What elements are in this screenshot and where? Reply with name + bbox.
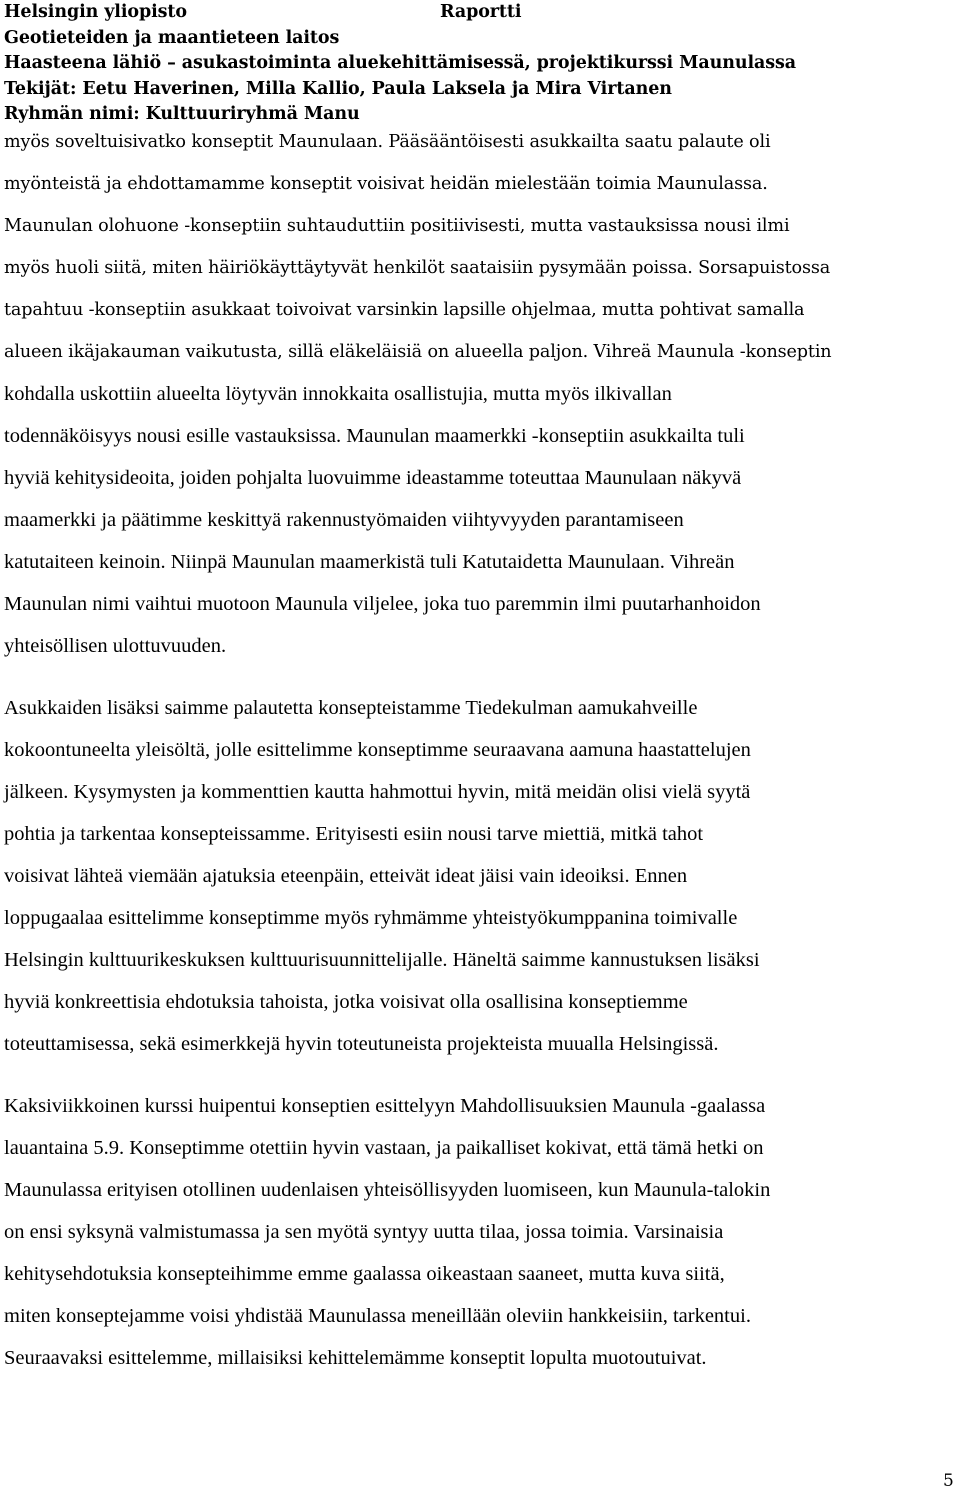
course-title: Haasteena lähiö – asukastoiminta aluekehittämisessä, projektikurssi Maunulassa xyxy=(4,53,797,73)
page-header xyxy=(4,0,934,128)
text-line: tapahtuu -konseptiin asukkaat toivoivat varsinkin lapsille ohjelmaa, mutta pohtivat samalla xyxy=(4,300,805,320)
text-line: kehitysehdotuksia konsepteihimme emme gaalassa oikeastaan saaneet, mutta kuva siitä, xyxy=(4,1263,725,1285)
text-line: Asukkaiden lisäksi saimme palautetta konsepteistamme Tiedekulman aamukahveille xyxy=(4,697,698,719)
text-line: yhteisöllisen ulottuvuuden. xyxy=(4,635,227,657)
page-number: 5 xyxy=(943,1471,954,1491)
text-line: pohtia ja tarkentaa konsepteissamme. Erityisesti esiin nousi tarve miettiä, mitkä tahot xyxy=(4,823,704,845)
text-line: kokoontuneelta yleisöltä, jolle esittelimme konseptimme seuraavana aamuna haastattelujen xyxy=(4,739,751,761)
text-line: myös soveltuisivatko konseptit Maunulaan. Pääsääntöisesti asukkailta saatu palaute oli xyxy=(4,132,771,152)
header-line-1 xyxy=(4,0,934,26)
paragraph-3 xyxy=(4,1085,954,1379)
paragraph-1 xyxy=(4,121,954,667)
text-line: hyviä konkreettisia ehdotuksia tahoista, jotka voisivat olla osallisina konseptiemme xyxy=(4,991,688,1013)
paragraph-2 xyxy=(4,687,954,1065)
text-line: Kaksiviikkoinen kurssi huipentui konseptien esittelyyn Mahdollisuuksien Maunula -gaalassa xyxy=(4,1095,766,1117)
text-line: alueen ikäjakauman vaikutusta, sillä eläkeläisiä on alueella paljon. Vihreä Maunula -konseptin xyxy=(4,342,832,362)
text-line: katutaiteen keinoin. Niinpä Maunulan maamerkistä tuli Katutaidetta Maunulaan. Vihreän xyxy=(4,551,735,573)
text-line: on ensi syksynä valmistumassa ja sen myötä syntyy uutta tilaa, jossa toimia. Varsinaisia xyxy=(4,1221,724,1243)
text-line: jälkeen. Kysymysten ja kommenttien kautta hahmottui hyvin, mitä meidän olisi vielä syytä xyxy=(4,781,751,803)
text-line: Maunulan nimi vaihtui muotoon Maunula viljelee, joka tuo paremmin ilmi puutarhanhoidon xyxy=(4,593,761,615)
department-name: Geotieteiden ja maantieteen laitos xyxy=(4,27,340,48)
text-line: myös huoli siitä, miten häiriökäyttäytyvät henkilöt saataisiin pysymään poissa. Sorsapuistossa xyxy=(4,258,831,278)
paragraph-gap xyxy=(4,1065,954,1085)
text-line: todennäköisyys nousi esille vastauksissa. Maunulan maamerkki -konseptiin asukkailta tuli xyxy=(4,425,745,447)
text-line: voisivat lähteä viemään ajatuksia eteenpäin, etteivät ideat jäisi vain ideoiksi. Ennen xyxy=(4,865,688,887)
text-line: loppugaalaa esittelimme konseptimme myös ryhmämme yhteistyökumppanina toimivalle xyxy=(4,907,738,929)
text-line: maamerkki ja päätimme keskittyä rakennustyömaiden viihtyvyyden parantamiseen xyxy=(4,509,684,531)
text-line: hyviä kehitysideoita, joiden pohjalta luovuimme ideastamme toteuttaa Maunulaan näkyvä xyxy=(4,467,742,489)
text-line: toteuttamisessa, sekä esimerkkejä hyvin toteutuneista projekteista muualla Helsingissä. xyxy=(4,1033,719,1055)
text-line: myönteistä ja ehdottamamme konseptit voisivat heidän mielestään toimia Maunulassa. xyxy=(4,174,768,194)
document-type: Raportti xyxy=(440,2,522,22)
text-line: Helsingin kulttuurikeskuksen kulttuurisuunnittelijalle. Häneltä saimme kannustuksen lisäksi xyxy=(4,949,760,971)
paragraph-gap xyxy=(4,667,954,687)
group-name: Ryhmän nimi: Kulttuuriryhmä Manu xyxy=(4,104,360,124)
text-line: Maunulan olohuone -konseptiin suhtauduttiin positiivisesti, mutta vastauksissa nousi ilmi xyxy=(4,216,790,236)
authors-line: Tekijät: Eetu Haverinen, Milla Kallio, Paula Laksela ja Mira Virtanen xyxy=(4,78,672,99)
text-line: Maunulassa erityisen otollinen uudenlaisen yhteisöllisyyden luomiseen, kun Maunula-talokin xyxy=(4,1179,771,1201)
text-line: Seuraavaksi esittelemme, millaisiksi kehittelemämme konseptit lopulta muotoutuivat. xyxy=(4,1347,707,1369)
document-body xyxy=(4,121,954,1379)
university-name: Helsingin yliopisto xyxy=(4,2,187,22)
text-line: kohdalla uskottiin alueelta löytyvän innokkaita osallistujia, mutta myös ilkivallan xyxy=(4,383,672,405)
text-line: lauantaina 5.9. Konseptimme otettiin hyvin vastaan, ja paikalliset kokivat, että tämä hetki on xyxy=(4,1137,764,1159)
text-line: miten konseptejamme voisi yhdistää Maunulassa meneillään oleviin hankkeisiin, tarkentui. xyxy=(4,1305,751,1327)
